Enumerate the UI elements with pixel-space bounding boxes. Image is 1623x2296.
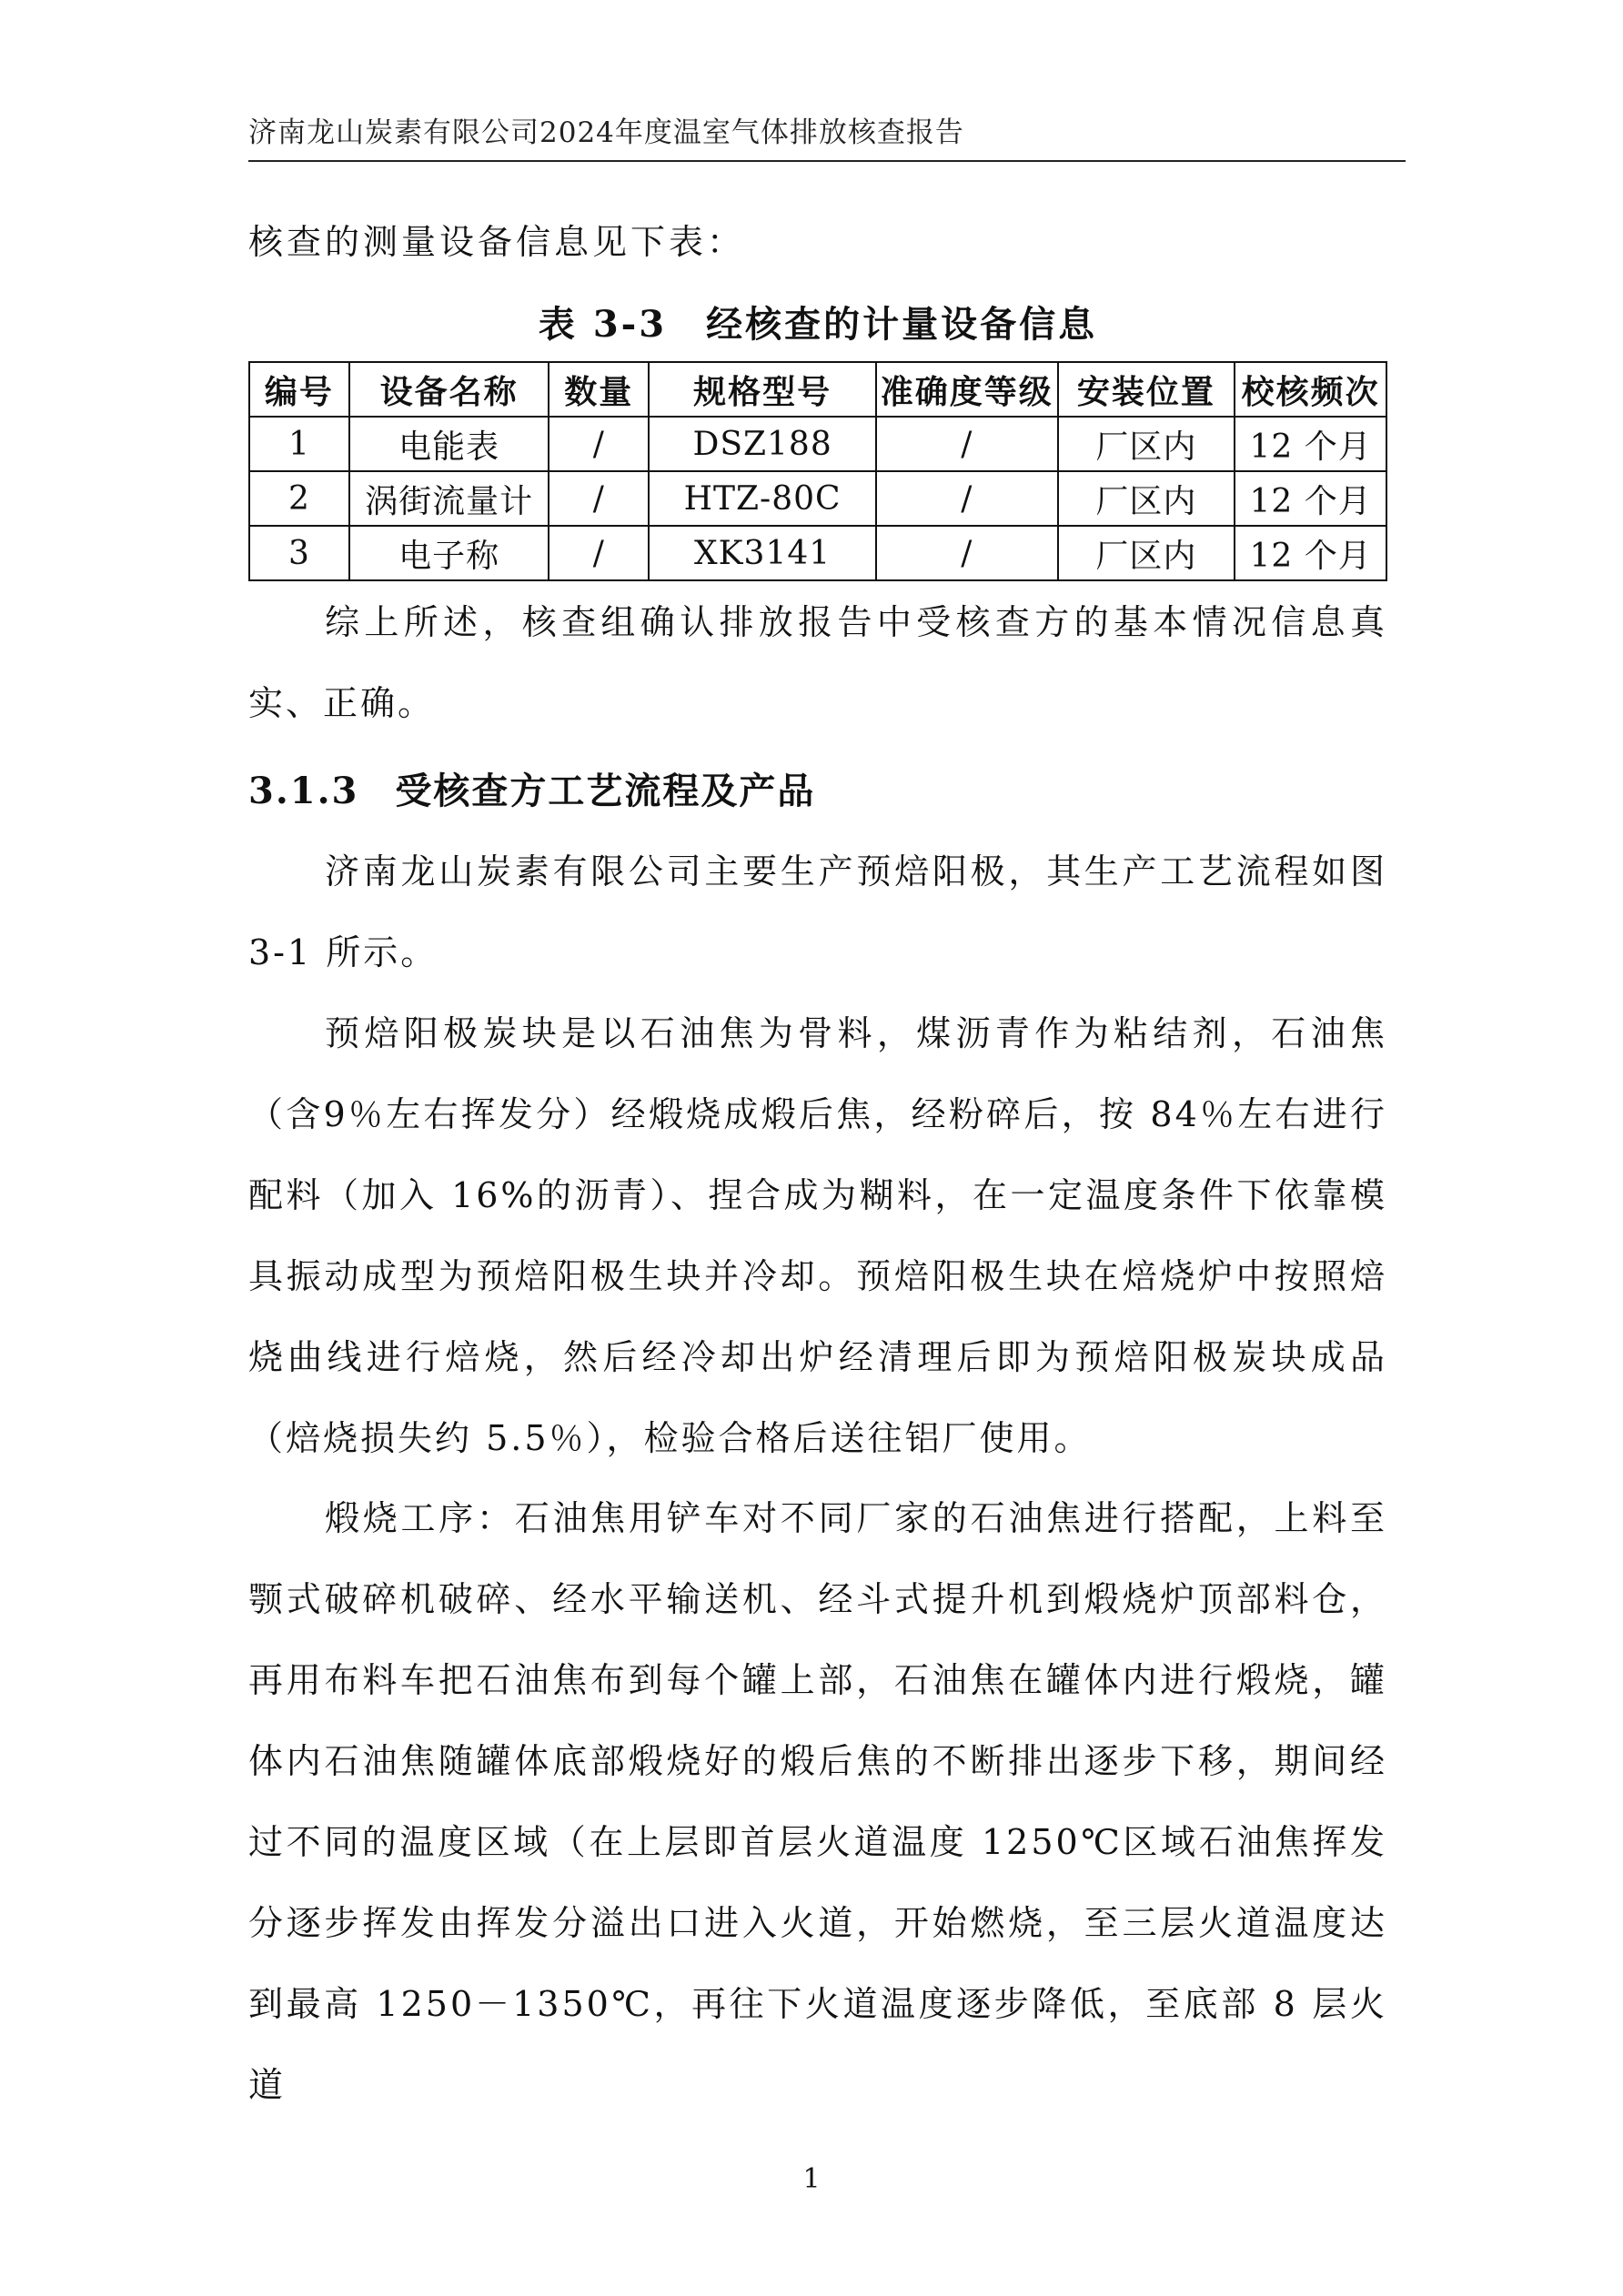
column-header-location: 安装位置	[1058, 362, 1235, 417]
table-cell: 电子称	[349, 526, 549, 580]
column-header-quantity: 数量	[549, 362, 649, 417]
body-paragraph: 预焙阳极炭块是以石油焦为骨料，煤沥青作为粘结剂，石油焦（含9％左右挥发分）经煅烧成煅后焦，经粉碎后，按 84％左右进行配料（加入 16%的沥青）、捏合成为糊料，在一定温度条件下依靠模具振动成型为预焙阳极生块并冷却。预焙阳极生块在焙烧炉中按照焙烧曲线进行焙烧，然后经冷却出炉经清理后即为预焙阳极炭块成品（焙烧损失约 5.5％），检验合格后送往铝厂使用。	[248, 1013, 1387, 1458]
section-title: 受核查方工艺流程及产品	[395, 770, 816, 812]
column-header-calibration: 校核频次	[1235, 362, 1386, 417]
table-cell: XK3141	[649, 526, 876, 580]
table-cell: 厂区内	[1058, 526, 1235, 580]
table-cell: /	[549, 526, 649, 580]
table-cell: /	[876, 471, 1058, 526]
section-heading	[248, 762, 815, 814]
table-cell: /	[876, 417, 1058, 471]
page-header: 济南龙山炭素有限公司2024年度温室气体排放核查报告	[248, 116, 964, 149]
table-cell: DSZ188	[649, 417, 876, 471]
table-cell: 涡街流量计	[349, 471, 549, 526]
column-header-accuracy: 准确度等级	[876, 362, 1058, 417]
equipment-table	[248, 361, 1387, 581]
conclusion-paragraph: 综上所述，核查组确认排放报告中受核查方的基本情况信息真实、正确。	[248, 602, 1387, 723]
table-cell: HTZ-80C	[649, 471, 876, 526]
table-cell: /	[549, 471, 649, 526]
page-number: 1	[802, 2163, 821, 2195]
table-cell: 厂区内	[1058, 471, 1235, 526]
column-header-number: 编号	[249, 362, 349, 417]
table-cell: /	[549, 417, 649, 471]
column-header-device-name: 设备名称	[349, 362, 549, 417]
intro-text: 核查的测量设备信息见下表：	[248, 222, 746, 262]
table-caption: 表 3-3 经核查的计量设备信息	[538, 303, 1098, 346]
header-divider	[248, 160, 1406, 162]
body-paragraph: 煅烧工序：石油焦用铲车对不同厂家的石油焦进行搭配，上料至颚式破碎机破碎、经水平输送机、经斗式提升机到煅烧炉顶部料仓，再用布料车把石油焦布到每个罐上部，石油焦在罐体内进行煅烧，罐体内石油焦随罐体底部煅烧好的煅后焦的不断排出逐步下移，期间经过不同的温度区域（在上层即首层火道温度 1250℃区域石油焦挥发分逐步挥发由挥发分溢出口进入火道，开始燃烧，至三层火道温度达到最高 1250－1350℃，再往下火道温度逐步降低，至底部 8 层火道	[248, 1498, 1387, 2105]
table-cell: 12 个月	[1235, 417, 1386, 471]
table-cell: 1	[249, 417, 349, 471]
table-row	[249, 471, 1386, 526]
table-cell: 电能表	[349, 417, 549, 471]
table-cell: 3	[249, 526, 349, 580]
column-header-model: 规格型号	[649, 362, 876, 417]
table-cell: /	[876, 526, 1058, 580]
body-paragraph: 济南龙山炭素有限公司主要生产预焙阳极，其生产工艺流程如图3-1 所示。	[248, 851, 1387, 972]
section-number: 3.1.3	[248, 770, 359, 812]
table-row	[249, 417, 1386, 471]
table-cell: 厂区内	[1058, 417, 1235, 471]
table-cell: 12 个月	[1235, 471, 1386, 526]
table-cell: 2	[249, 471, 349, 526]
table-header-row	[249, 362, 1386, 417]
table-row	[249, 526, 1386, 580]
table-cell: 12 个月	[1235, 526, 1386, 580]
